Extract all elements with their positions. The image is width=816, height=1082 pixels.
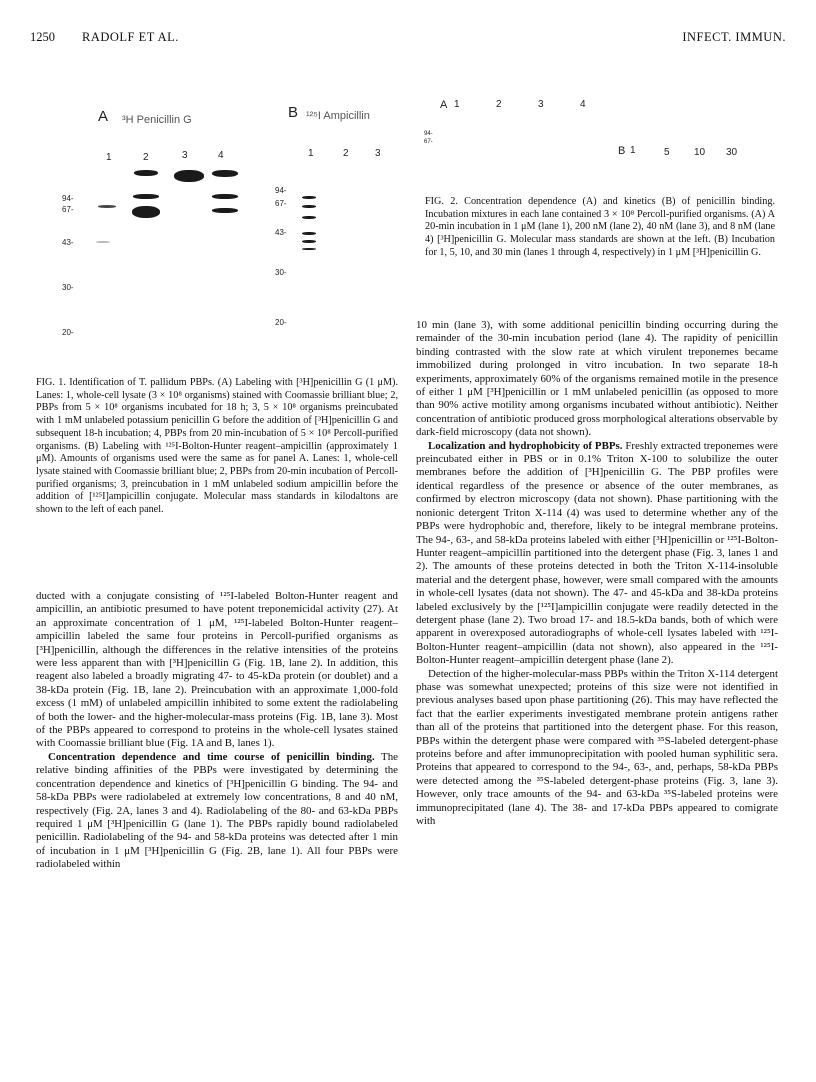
fig1-panel-a-letter: A [98, 108, 109, 125]
fig2a-marker-67: 67- [424, 139, 433, 145]
fig1b-lane1-band [302, 248, 316, 250]
body-paragraph-text: Freshly extracted treponemes were preincubated either in PBS or in 0.1% Triton X-100 to solubilize the outer membranes before the addition of [³H]penicillin G. The PBP profiles were identical regardless of the presence or absence of the outer membranes, as confirmed by electron microscopy (data not shown). Phase partitioning with the nonionic detergent Triton X-114 (4) was used to determine whether any of the PBPs were hydrophobic and, therefore, likely to be integral membrane proteins. The 94-, 63-, and 58-kDa proteins labeled with either [³H]penicillin or ¹²⁵I-Bolton-Hunter reagent–ampicillin partitioned into the detergent phase (Fig. 3, lanes 1 and 2). The amounts of these proteins detected in both the Triton X-114-insoluble material and the detergent phase, however, were small compared with the amounts in whole-cell lysates (data not shown). The 47- and 45-kDa and 38-kDa proteins labeled exclusively by the [¹²⁵I]ampicillin conjugate were readily detected in the detergent phase (lane 2). Two broad 17- and 18.5-kDa bands, both of which were apparent in overexposed autoradiographs of whole-cell lysates labeled with ¹²⁵I-Bolton-Hunter reagent–ampicillin (data not shown), also appeared in the ¹²⁵I-Bolton-Hunter reagent–ampicillin detergent phase (lane 2). [416, 439, 778, 667]
right-column [416, 319, 778, 828]
fig1a-lane-1: 1 [106, 152, 112, 163]
fig1b-lane-1: 1 [308, 148, 314, 159]
fig1a-lane4-band [212, 194, 238, 199]
fig1b-marker-30: 30- [275, 268, 287, 277]
fig1a-lane2-band [134, 170, 158, 176]
fig1a-marker-30: 30- [62, 283, 74, 292]
fig2a-lane-4: 4 [580, 99, 586, 110]
figure-1 [40, 100, 400, 345]
fig2-panel-b-letter: B [618, 145, 626, 157]
fig2a-lane-2: 2 [496, 99, 502, 110]
fig1a-lane2-band [133, 194, 159, 199]
fig1a-lane-4: 4 [218, 150, 224, 161]
fig2-panel-a-letter: A [440, 99, 448, 111]
figure-2 [420, 95, 790, 165]
fig1a-lane-3: 3 [182, 150, 188, 161]
fig1a-lane3-band [174, 170, 204, 182]
page-number: 1250 [30, 30, 55, 44]
section-heading: Concentration dependence and time course of penicillin binding. [48, 750, 375, 763]
figure-2-caption [425, 196, 775, 260]
fig2a-lane-3: 3 [538, 99, 544, 110]
fig1b-lane1-band [302, 205, 316, 208]
fig1a-marker-20: 20- [62, 328, 74, 337]
running-header [30, 30, 786, 50]
fig1b-lane1-band [302, 240, 316, 243]
body-paragraph: ducted with a conjugate consisting of ¹²⁵I-labeled Bolton-Hunter reagent and ampicillin, an antibiotic presumed to have potent treponemicidal activity (27). At an approximate concentration of 1 μM, ¹²⁵I-labeled Bolton-Hunter reagent–ampicillin labeled the same four proteins in Percoll-purified organisms as [³H]penicillin, although the differences in the relative intensities of the proteins were less apparent than with [³H]penicillin G (Fig. 1B, lane 2). In addition, this reagent also labeled a broadly migrating 47- to 45-kDa protein (or doublet) and a 38-kDa protein (Fig. 1B, lane 2). Preincubation with an approximate 1,000-fold excess (1 mM) of unlabeled ampicillin inhibited to some extent the radiolabeling of both the lower- and the higher-molecular-mass proteins (Fig. 1B, lane 3). Most of the PBPs appeared to correspond to proteins in the whole-cell lysates stained with Coomassie brilliant blue (Fig. 1A and B, lanes 1). [36, 590, 398, 750]
fig1b-lane1-band [302, 216, 316, 219]
body-paragraph [416, 440, 778, 668]
fig1b-marker-20: 20- [275, 318, 287, 327]
fig1a-lane2-band [132, 206, 160, 218]
fig1a-lane4-band [212, 208, 238, 213]
fig2b-lane-1: 1 [630, 145, 636, 156]
fig1a-marker-67: 67- [62, 205, 74, 214]
fig2a-marker-94: 94- [424, 131, 433, 137]
left-column [36, 590, 398, 872]
body-paragraph-text: The relative binding affinities of the PBPs were investigated by determining the concentration dependence and kinetics of [³H]penicillin G binding. The 94- and 58-kDa PBPs were radiolabeled at extremely low concentrations, 8 and 40 nM, respectively (Fig. 2A, lanes 3 and 4). Radiolabeling of the 80- and 63-kDa PBPs required 1 μM [³H]penicillin G (lane 1). The PBPs rapidly bound radiolabeled penicillin. Radiolabeling of the 94- and 58-kDa proteins was detected after 1 min of incubation in 1 μM [³H]penicillin G (Fig. 2B, lane 1). All four PBPs were radiolabeled within [36, 750, 398, 871]
fig1b-marker-94: 94- [275, 186, 287, 195]
fig2a-lane-1: 1 [454, 99, 460, 110]
fig1b-lane1-band [302, 232, 316, 235]
body-paragraph: 10 min (lane 3), with some additional penicillin binding occurring during the remainder of the 30-min incubation period (lane 4). The rapidity of penicillin binding contrasted with the slow rate at which virulent treponemes became immobilized during prolonged in vitro incubation. In two separate 18-h experiments, approximately 60% of the organisms remained motile in the presence of either 1 μM [³H]penicillin or 1 mM unlabeled penicillin (as opposed to more than 90% active motility among organisms incubated without antibiotic). Neither concentration of antibiotic produced gross morphological alterations observable by dark-field microscopy (data not shown). [416, 319, 778, 439]
journal-name: INFECT. IMMUN. [682, 30, 786, 44]
fig1a-marker-94: 94- [62, 194, 74, 203]
fig1-panel-b-title: ¹²⁵I Ampicillin [306, 110, 370, 122]
fig1b-marker-67: 67- [275, 199, 287, 208]
fig1a-marker-43: 43- [62, 238, 74, 247]
body-paragraph [36, 751, 398, 872]
fig1b-marker-43: 43- [275, 228, 287, 237]
fig1-panel-a-title: ³H Penicillin G [122, 114, 192, 126]
fig1a-lane1-band [98, 205, 116, 208]
body-paragraph: Detection of the higher-molecular-mass PBPs within the Triton X-114 detergent phase was somewhat unexpected; proteins of this size were not identified in previous analyses based upon phase partitioning (26). This may have reflected the fact that the earlier experiments investigated membrane protein antigens rather than all of the proteins that partitioned into the detergent phase. For this reason, PBPs within the detergent phase were compared with ³⁵S-labeled detergent-phase proteins before and after immunoprecipitation with pooled human syphilitic sera. Proteins that appeared to correspond to the 94-, 63-, and, perhaps, 58-kDa PBPs were detected among the ³⁵S-labeled detergent-phase proteins (Fig. 3, lane 3). However, only trace amounts of the 94- and 63-kDa ³⁵S-labeled proteins were immunoprecipitated (lane 4). The 38- and 17-kDa PBPs appeared to comigrate with [416, 667, 778, 828]
fig1a-lane1-band [96, 241, 110, 243]
figure-1-caption [36, 377, 398, 517]
figure-2-caption-text: FIG. 2. Concentration dependence (A) and kinetics (B) of penicillin binding. Incubation mixtures in each lane contained 3 × 10⁸ Percoll-purified organisms. (A) A 20-min incubation in 1 μM (lane 1), 200 nM (lane 2), 40 nM (lane 3), and 8 nM (lane 4) [³H]penicillin G. Molecular mass standards are shown at the left. (B) Incubation for 1, 5, 10, and 30 min (lanes 1 through 4, respectively) in 1 μM [³H]penicillin G. [425, 196, 775, 258]
fig1a-lane-2: 2 [143, 152, 149, 163]
fig2b-lane-5: 5 [664, 147, 670, 158]
fig1b-lane-3: 3 [375, 148, 381, 159]
fig1-panel-b-letter: B [288, 104, 299, 121]
fig1a-lane4-band [212, 170, 238, 177]
fig2b-lane-10: 10 [694, 147, 706, 158]
fig1b-lane-2: 2 [343, 148, 349, 159]
figure-1-caption-text: FIG. 1. Identification of T. pallidum PBPs. (A) Labeling with [³H]penicillin G (1 μM). Lanes: 1, whole-cell lysate (3 × 10⁸ organisms) stained with Coomassie brilliant blue; 2, PBPs from 5 × 10⁸ organisms incubated for 18 h; 3, 5 × 10⁸ organisms preincubated with 1 mM unlabeled potassium penicillin G before the addition of [³H]penicillin G and subsequent 18-h incubation; 4, PBPs from 20 min-incubation of 5 × 10⁸ Percoll-purified organisms. (B) Labeling with ¹²⁵I-Bolton-Hunter reagent–ampicillin (approximately 1 μM). Amounts of organisms used were the same as for panel A. Lanes: 1, whole-cell lysate stained with Coomassie brilliant blue; 2, PBPs from 20-min incubation of Percoll-purified organisms; 3, preincubation in 1 mM unlabeled sodium ampicillin before the addition of [¹²⁵I]ampicillin conjugate. Molecular mass standards in kilodaltons are shown to the left of each panel. [36, 377, 398, 516]
fig1b-lane1-band [302, 196, 316, 199]
running-authors: RADOLF ET AL. [82, 30, 179, 44]
fig2b-lane-30: 30 [726, 147, 738, 158]
section-heading: Localization and hydrophobicity of PBPs. [428, 439, 623, 452]
